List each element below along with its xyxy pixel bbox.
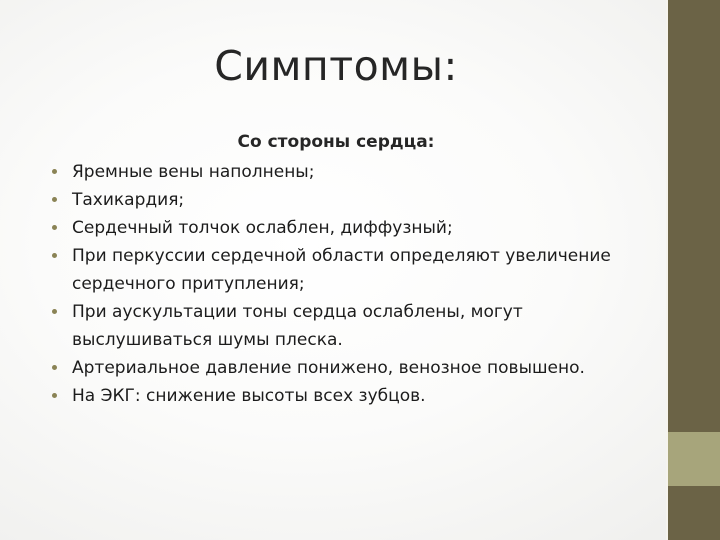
list-item bbox=[52, 186, 652, 214]
list-item-text: На ЭКГ: снижение высоты всех зубцов. bbox=[72, 386, 426, 406]
bullet-icon bbox=[52, 393, 57, 398]
bullet-icon bbox=[52, 169, 57, 174]
list-item bbox=[52, 242, 652, 298]
list-item-text: Яремные вены наполнены; bbox=[72, 162, 315, 182]
list-item-text: Сердечный толчок ослаблен, диффузный; bbox=[72, 218, 453, 238]
list-item-text: Тахикардия; bbox=[72, 190, 185, 210]
list-item bbox=[52, 298, 652, 354]
list-item bbox=[52, 382, 652, 410]
slide-title: Симптомы: bbox=[214, 42, 458, 90]
bullet-icon bbox=[52, 365, 57, 370]
list-item bbox=[52, 354, 652, 382]
list-item bbox=[52, 158, 652, 186]
bullet-icon bbox=[52, 197, 57, 202]
list-item bbox=[52, 214, 652, 242]
list-item-text: При перкуссии сердечной области определяют увеличение сердечного притупления; bbox=[72, 246, 611, 294]
section-subtitle: Со стороны сердца: bbox=[237, 132, 435, 152]
list-item-text: При аускультации тоны сердца ослаблены, могут выслушиваться шумы плеска. bbox=[72, 302, 523, 350]
symptom-list bbox=[52, 158, 652, 410]
bullet-icon bbox=[52, 253, 57, 258]
bullet-icon bbox=[52, 225, 57, 230]
sidebar-accent-block bbox=[668, 432, 720, 486]
list-item-text: Артериальное давление понижено, венозное повышено. bbox=[72, 358, 585, 378]
bullet-icon bbox=[52, 309, 57, 314]
